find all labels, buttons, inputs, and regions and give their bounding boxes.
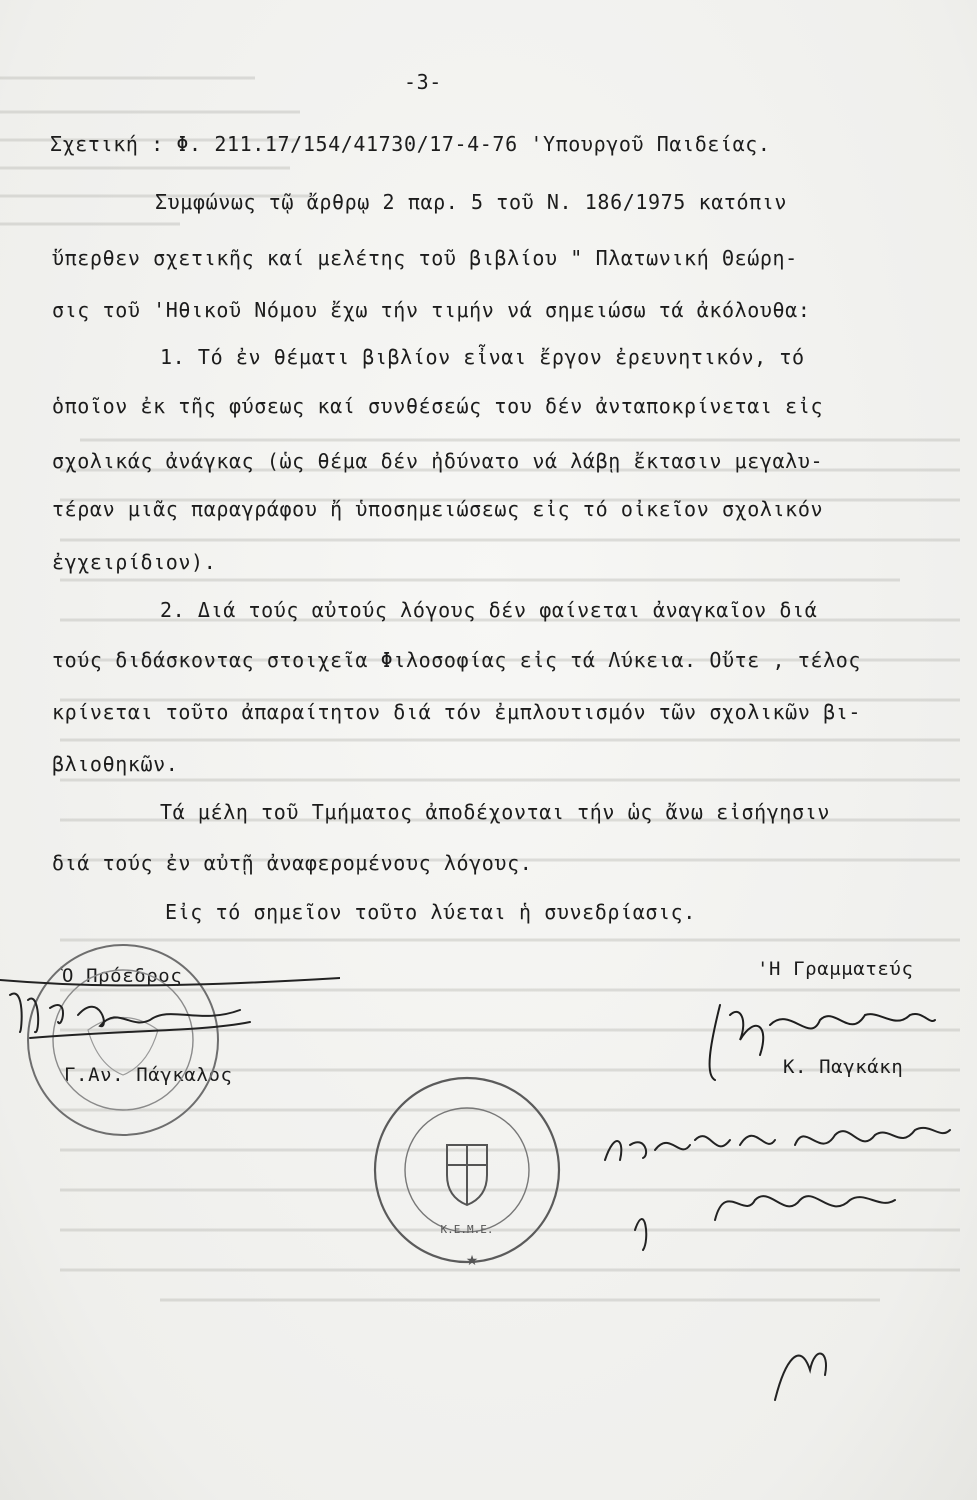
right-round-seal bbox=[362, 1065, 572, 1275]
paragraph-line: ἐγχειρίδιον). bbox=[52, 550, 217, 574]
paragraph-line: διά τούς ἐν αὐτῇ ἀναφερομένους λόγους. bbox=[52, 851, 533, 875]
certification-handwriting bbox=[595, 1100, 955, 1460]
paragraph-line: σις τοῦ 'Ηθικοῦ Νόμου ἔχω τήν τιμήν νά σημειώσω τά ἀκόλουθα: bbox=[52, 298, 811, 322]
paragraph-line: 1. Τό ἐν θέματι βιβλίον εἶναι ἔργον ἐρευνητικόν, τό bbox=[160, 345, 805, 369]
paragraph-line: κρίνεται τοῦτο ἀπαραίτητον διά τόν ἐμπλουτισμόν τῶν σχολικῶν βι- bbox=[52, 700, 862, 724]
paragraph-line: Συμφώνως τῷ ἄρθρῳ 2 παρ. 5 τοῦ Ν. 186/1975 κατόπιν bbox=[155, 190, 788, 214]
paragraph-line: τούς διδάσκοντας στοιχεῖα Φιλοσοφίας εἰς τά Λύκεια. Οὔτε , τέλος bbox=[52, 648, 862, 672]
svg-text:★: ★ bbox=[465, 1253, 479, 1269]
svg-text:Κ.Ε.Μ.Ε.: Κ.Ε.Μ.Ε. bbox=[440, 1223, 494, 1236]
paragraph-line: Εἰς τό σημεῖον τοῦτο λύεται ἡ συνεδρίασις. bbox=[165, 900, 696, 924]
paragraph-line: τέραν μιᾶς παραγράφου ἤ ὑποσημειώσεως εἰς τό οἰκεῖον σχολικόν bbox=[52, 497, 824, 521]
chair-title: Ὁ Πρόεδρος bbox=[62, 965, 183, 987]
reference-line: Σχετική : Φ. 211.17/154/41730/17-4-76 'Υπουργοῦ Παιδείας. bbox=[50, 132, 771, 156]
paragraph-line: 2. Διά τούς αὐτούς λόγους δέν φαίνεται ἀναγκαῖον διά bbox=[160, 598, 818, 622]
chair-name: Γ.Αν. Πάγκαλος bbox=[64, 1064, 233, 1086]
paragraph-line: Τά μέλη τοῦ Τμήματος ἀποδέχονται τήν ὡς ἄνω εἰσήγησιν bbox=[160, 800, 830, 824]
paragraph-line: ὕπερθεν σχετικῆς καί μελέτης τοῦ βιβλίου " Πλατωνική Θεώρη- bbox=[52, 246, 798, 270]
paragraph-line: ὁποῖον ἐκ τῆς φύσεως καί συνθέσεώς του δέν ἀνταποκρίνεται εἰς bbox=[52, 394, 824, 418]
paragraph-line: σχολικάς ἀνάγκας (ὡς θέμα δέν ἠδύνατο νά λάβῃ ἔκτασιν μεγαλυ- bbox=[52, 449, 824, 473]
paragraph-line: βλιοθηκῶν. bbox=[52, 752, 179, 776]
secretary-name: Κ. Παγκάκη bbox=[783, 1056, 904, 1078]
secretary-title: 'Η Γραμματεύς bbox=[757, 958, 914, 980]
page-number: -3- bbox=[404, 70, 442, 94]
